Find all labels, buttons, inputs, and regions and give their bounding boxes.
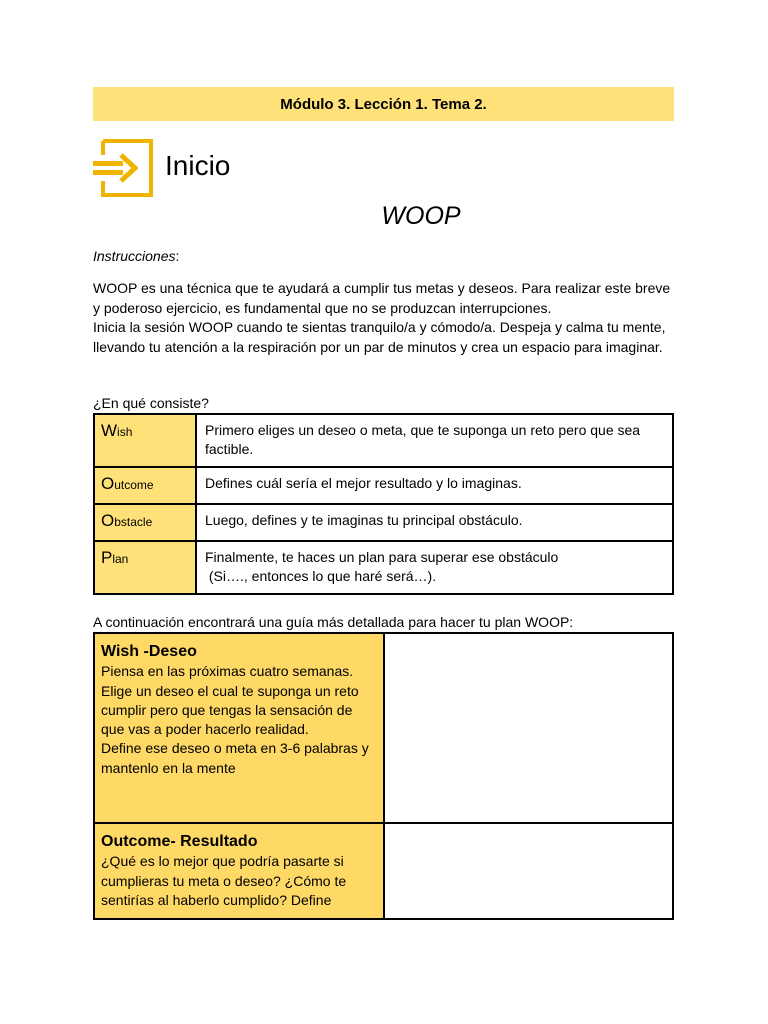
woop-key-cell (94, 504, 196, 541)
guide-answer-cell[interactable] (384, 823, 673, 919)
instructions-paragraph: Inicia la sesión WOOP cuando te sientas tranquilo/a y cómodo/a. Despeja y calma tu mente, llevando tu atención a la respiración por un par de minutos y crea un espacio para imaginar. (93, 319, 666, 355)
table-row (94, 823, 673, 919)
woop-initial: P (101, 548, 113, 567)
woop-desc-line: (Si…., entonces lo que haré será…). (205, 568, 437, 584)
section-title: Inicio (165, 150, 231, 181)
woop-initial: O (101, 511, 115, 530)
woop-desc-cell: Primero eliges un deseo o meta, que te suponga un reto pero que sea factible. (196, 414, 673, 467)
table-row (94, 633, 673, 823)
woop-desc-line: Finalmente, te haces un plan para superar ese obstáculo (205, 549, 559, 565)
woop-key-cell (94, 414, 196, 467)
woop-initial: O (101, 474, 115, 493)
guide-prompt-cell (94, 823, 384, 919)
woop-key-rest: bstacle (114, 515, 153, 529)
woop-summary-table (93, 413, 674, 595)
document-title: WOOP (381, 202, 461, 230)
table-row (94, 414, 673, 467)
module-header (93, 87, 674, 121)
woop-desc-cell: Defines cuál sería el mejor resultado y lo imaginas. (196, 467, 673, 504)
woop-key-rest: lan (112, 552, 129, 566)
instructions-paragraph: WOOP es una técnica que te ayudará a cumplir tus metas y deseos. Para realizar este breve y poderoso ejercicio, es fundamental que no se produzcan interrupciones. (93, 280, 671, 316)
guide-prompt-cell (94, 633, 384, 823)
module-title: Módulo 3. Lección 1. Tema 2. (280, 95, 487, 113)
woop-guide-table (93, 632, 674, 920)
guide-step-title: Wish -Deseo (101, 643, 197, 660)
guide-step-body: Piensa en las próximas cuatro semanas. Elige un deseo el cual te suponga un reto cumplir pero que tengas la sensación de que vas a poder hacerlo realidad. (101, 663, 359, 738)
woop-key-cell (94, 467, 196, 504)
guide-answer-cell[interactable] (384, 633, 673, 823)
woop-desc-cell: Luego, defines y te imaginas tu principal obstáculo. (196, 504, 673, 541)
instructions-label-text: Instrucciones (93, 248, 176, 264)
guide-step-title: Outcome- Resultado (101, 833, 258, 850)
guide-label: A continuación encontrará una guía más detallada para hacer tu plan WOOP: (93, 614, 574, 630)
woop-key-rest: ish (117, 425, 133, 439)
table-row (94, 467, 673, 504)
instructions-body (93, 279, 678, 357)
table-row (94, 541, 673, 594)
table-row (94, 504, 673, 541)
guide-step-body: ¿Qué es lo mejor que podría pasarte si cumplieras tu meta o deseo? ¿Cómo te sentirías al haberlo cumplido? Define (101, 853, 347, 908)
woop-desc-cell (196, 541, 673, 594)
woop-initial: W (101, 421, 118, 440)
consiste-label: ¿En qué consiste? (93, 395, 209, 411)
woop-key-rest: utcome (114, 478, 154, 492)
instructions-label (93, 248, 179, 264)
woop-key-cell (94, 541, 196, 594)
guide-step-body: Define ese deseo o meta en 3-6 palabras y mantenlo en la mente (101, 740, 369, 776)
instructions-label-colon: : (175, 248, 180, 264)
enter-arrow-icon (91, 137, 155, 199)
